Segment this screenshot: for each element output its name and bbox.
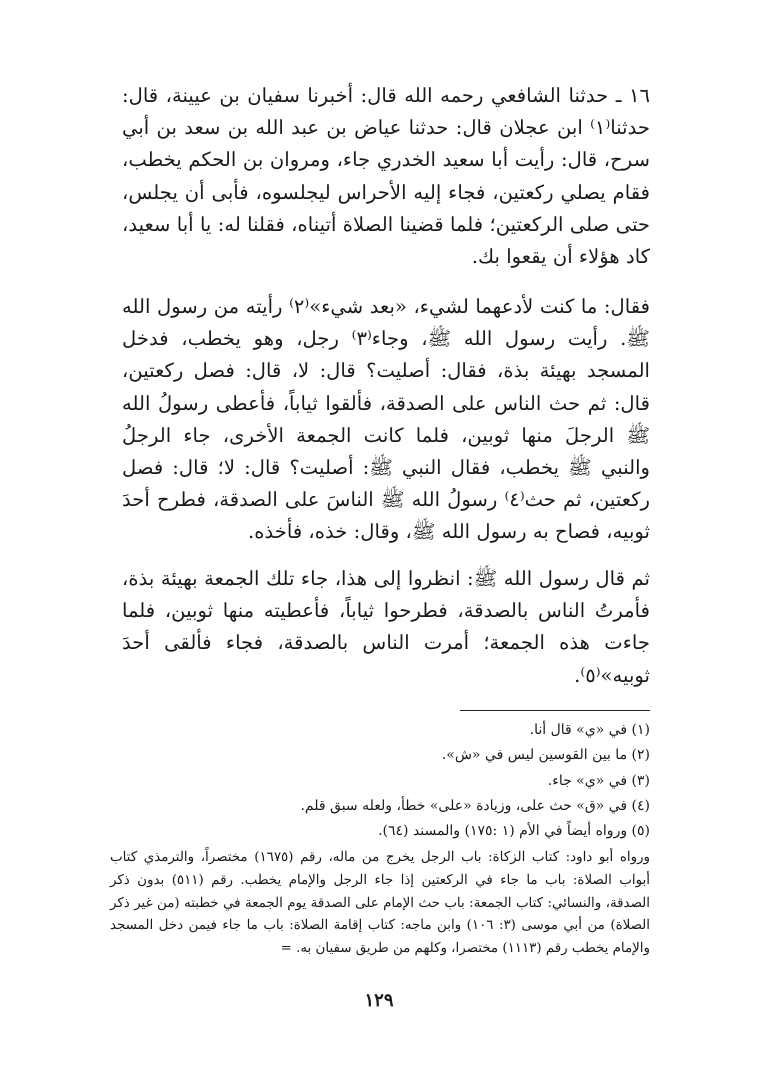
page-number: ١٢٩ [364,990,394,1011]
footnote-continuation-text: ورواه أبو داود: كتاب الزكاة: باب الرجل يخرج من ماله، رقم (١٦٧٥) مختصراً، والترمذي كتاب أبواب الصلاة: باب ما جاء في الركعتين إذا جاء الرجل والإمام يخطب. رقم (٥١١) بدون ذكر الصدقة، والنسائي: كتاب الجمعة: باب حث الإمام على الصدقة يوم الجمعة في خطبته (من غير ذكر الصلاة) من أبي موسى (٣: ١٠٦) وابن ماجه: كتاب إقامة الصلاة: باب ما جاء فيمن دخل المسجد والإمام يخطب رقم (١١١٣) مختصرا، وكلهم من طريق سفيان به. = [110,850,650,957]
hadith-paragraph-3 [122,563,650,692]
footnote: (٣) في «ي» جاء. [547,772,650,789]
paragraph-text: ١٦ ـ حدثنا الشافعي رحمه الله قال: أخبرنا سفيان بن عيينة، قال: حدثنا⁽١⁾ ابن عجلان قال: حدثنا عياض بن عبد الله بن سعد بن أبي سرح، قال: رأيت أبا سعيد الخدري جاء، ومروان بن الحكم يخطب، فقام يصلي ركعتين، فجاء إليه الأحراس ليجلسوه، فأبى أن يجلس، حتى صلى الركعتين؛ فلما قضينا الصلاة أتيناه، فقلنا له: يا أبا سعيد، كاد هؤلاء أن يقعوا بك. [122,84,650,269]
footnote: (٢) ما بين القوسين ليس في «ش». [441,747,650,764]
footnote-divider [460,710,650,711]
hadith-paragraph-2 [122,291,650,549]
hadith-paragraph-1 [122,80,650,273]
footnotes [120,718,650,844]
footnote-continuation [110,847,650,961]
footnote: (٥) ورواه أيضاً في الأم (١ :١٧٥) والمسند (٦٤). [378,823,650,840]
footnote: (٤) في «ق» حث على، وزيادة «على» خطأ، ولعله سبق قلم. [300,797,650,814]
paragraph-text: فقال: ما كنت لأدعهما لشيء، «بعد شيء»⁽٢⁾ رأيته من رسول الله ﷺ. رأيت رسول الله ﷺ، وجاء⁽٣⁾ رجل، وهو يخطب، فدخل المسجد بهيئة بذة، فقال: أصليت؟ قال: لا، قال: فصل ركعتين، قال: ثم حث الناس على الصدقة، فألقوا ثياباً، فأعطى رسولُ الله ﷺ الرجلَ منها ثوبين، فلما كانت الجمعة الأخرى، جاء الرجلُ والنبي ﷺ يخطب، فقال النبي ﷺ: أصليت؟ قال: لا؛ قال: فصل ركعتين، ثم حث⁽٤⁾ رسولُ الله ﷺ الناسَ على الصدقة، فطرح أحدَ ثوبيه، فصاح به رسول الله ﷺ، وقال: خذه، فأخذه. [122,295,650,544]
footnote: (١) في «ي» قال أنا. [529,722,650,738]
paragraph-text: ثم قال رسول الله ﷺ: انظروا إلى هذا، جاء تلك الجمعة بهيئة بذة، فأمرتُ الناس بالصدقة، فطرحوا ثياباً، فأعطيته منها ثوبين، فلما جاءت هذه الجمعة؛ أمرت الناس بالصدقة، فجاء فألقى أحدَ ثوبيه»⁽٥⁾. [122,567,650,687]
